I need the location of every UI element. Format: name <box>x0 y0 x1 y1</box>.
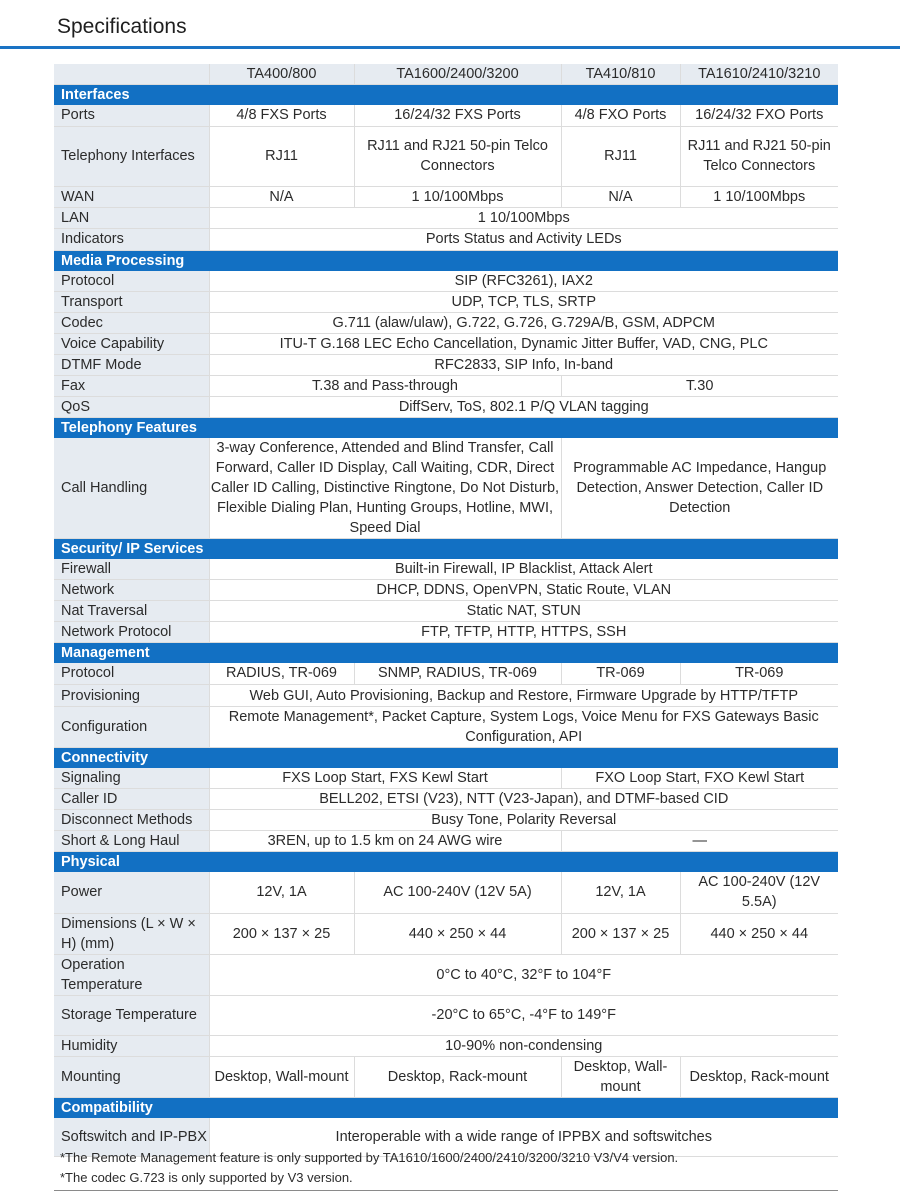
spec-value: 440 × 250 × 44 <box>680 913 838 954</box>
spec-value: 10-90% non-condensing <box>209 1035 838 1056</box>
spec-label: LAN <box>54 207 209 228</box>
spec-label: Telephony Interfaces <box>54 126 209 186</box>
spec-value: AC 100-240V (12V 5.5A) <box>680 872 838 913</box>
spec-value: FXO Loop Start, FXO Kewl Start <box>561 768 838 789</box>
column-header-row <box>54 64 838 85</box>
spec-value: 16/24/32 FXS Ports <box>354 105 561 126</box>
title-divider <box>0 46 900 49</box>
spec-label: Nat Traversal <box>54 600 209 621</box>
spec-value: 16/24/32 FXO Ports <box>680 105 838 126</box>
spec-value: RADIUS, TR-069 <box>209 663 354 685</box>
spec-value: DiffServ, ToS, 802.1 P/Q VLAN tagging <box>209 396 838 417</box>
spec-value: Ports Status and Activity LEDs <box>209 228 838 250</box>
spec-label: Protocol <box>54 663 209 685</box>
spec-value: UDP, TCP, TLS, SRTP <box>209 291 838 312</box>
spec-value: SIP (RFC3261), IAX2 <box>209 271 838 292</box>
spec-row <box>54 228 838 250</box>
section-title: Management <box>54 642 838 663</box>
page-title: Specifications <box>57 15 187 38</box>
spec-row <box>54 810 838 831</box>
spec-row <box>54 621 838 642</box>
spec-label: DTMF Mode <box>54 354 209 375</box>
spec-label: Codec <box>54 312 209 333</box>
spec-row <box>54 954 838 995</box>
spec-label: Call Handling <box>54 438 209 539</box>
spec-value: Interoperable with a wide range of IPPBX and softswitches <box>209 1118 838 1157</box>
spec-label: QoS <box>54 396 209 417</box>
spec-value: N/A <box>561 186 680 207</box>
spec-value: 3REN, up to 1.5 km on 24 AWG wire <box>209 831 561 852</box>
spec-row <box>54 126 838 186</box>
page-header <box>0 0 900 50</box>
spec-row <box>54 1035 838 1056</box>
spec-row <box>54 186 838 207</box>
spec-value: Desktop, Rack-mount <box>680 1056 838 1097</box>
spec-label: Ports <box>54 105 209 126</box>
spec-row <box>54 207 838 228</box>
spec-label: Configuration <box>54 707 209 748</box>
spec-value: N/A <box>209 186 354 207</box>
spec-value: ITU-T G.168 LEC Echo Cancellation, Dynamic Jitter Buffer, VAD, CNG, PLC <box>209 333 838 354</box>
column-header: TA1600/2400/3200 <box>354 64 561 85</box>
spec-label: Provisioning <box>54 685 209 707</box>
section-title: Physical <box>54 852 838 873</box>
section-header-row <box>54 642 838 663</box>
spec-label: Protocol <box>54 271 209 292</box>
spec-row <box>54 872 838 913</box>
spec-label: Disconnect Methods <box>54 810 209 831</box>
spec-label: Dimensions (L × W × H) (mm) <box>54 913 209 954</box>
spec-label: Indicators <box>54 228 209 250</box>
spec-value: Busy Tone, Polarity Reversal <box>209 810 838 831</box>
spec-row <box>54 831 838 852</box>
spec-value: Remote Management*, Packet Capture, System Logs, Voice Menu for FXS Gateways Basic Configuration, API <box>209 707 838 748</box>
section-header-row <box>54 852 838 873</box>
spec-label: Network <box>54 579 209 600</box>
spec-value: TR-069 <box>680 663 838 685</box>
spec-value: 200 × 137 × 25 <box>561 913 680 954</box>
spec-label: Voice Capability <box>54 333 209 354</box>
spec-value: Programmable AC Impedance, Hangup Detection, Answer Detection, Caller ID Detection <box>561 438 838 539</box>
spec-label: Network Protocol <box>54 621 209 642</box>
spec-row <box>54 271 838 292</box>
spec-value: 12V, 1A <box>561 872 680 913</box>
spec-row <box>54 291 838 312</box>
spec-label: Transport <box>54 291 209 312</box>
spec-row <box>54 995 838 1035</box>
section-header-row <box>54 1097 838 1118</box>
footnotes <box>60 1148 678 1188</box>
spec-row <box>54 333 838 354</box>
spec-label: Mounting <box>54 1056 209 1097</box>
spec-row <box>54 663 838 685</box>
spec-value: SNMP, RADIUS, TR-069 <box>354 663 561 685</box>
spec-row <box>54 559 838 580</box>
section-title: Compatibility <box>54 1097 838 1118</box>
spec-row <box>54 789 838 810</box>
spec-value: G.711 (alaw/ulaw), G.722, G.726, G.729A/B, GSM, ADPCM <box>209 312 838 333</box>
spec-label: Signaling <box>54 768 209 789</box>
spec-label: Humidity <box>54 1035 209 1056</box>
spec-row <box>54 375 838 396</box>
spec-value: FXS Loop Start, FXS Kewl Start <box>209 768 561 789</box>
section-title: Media Processing <box>54 250 838 271</box>
section-header-row <box>54 250 838 271</box>
spec-row <box>54 685 838 707</box>
footnote: *The Remote Management feature is only supported by TA1610/1600/2400/2410/3200/3210 V3/V4 version. <box>60 1150 679 1165</box>
spec-label: Fax <box>54 375 209 396</box>
spec-row <box>54 913 838 954</box>
spec-row <box>54 1056 838 1097</box>
spec-value: Web GUI, Auto Provisioning, Backup and Restore, Firmware Upgrade by HTTP/TFTP <box>209 685 838 707</box>
spec-label: WAN <box>54 186 209 207</box>
section-title: Interfaces <box>54 85 838 106</box>
spec-row <box>54 579 838 600</box>
spec-row <box>54 312 838 333</box>
spec-value: 1 10/100Mbps <box>209 207 838 228</box>
spec-label: Softswitch and IP-PBX <box>54 1118 209 1157</box>
section-header-row <box>54 748 838 769</box>
spec-value: 1 10/100Mbps <box>354 186 561 207</box>
spec-value: AC 100-240V (12V 5A) <box>354 872 561 913</box>
spec-value: RFC2833, SIP Info, In-band <box>209 354 838 375</box>
spec-value: 200 × 137 × 25 <box>209 913 354 954</box>
spec-value: Desktop, Wall-mount <box>561 1056 680 1097</box>
spec-value: BELL202, ETSI (V23), NTT (V23-Japan), and DTMF-based CID <box>209 789 838 810</box>
spec-value: 1 10/100Mbps <box>680 186 838 207</box>
section-header-row <box>54 85 838 106</box>
spec-value: RJ11 <box>561 126 680 186</box>
footnote: *The codec G.723 is only supported by V3 version. <box>60 1170 353 1185</box>
spec-value: -20°C to 65°C, -4°F to 149°F <box>209 995 838 1035</box>
spec-value: 3-way Conference, Attended and Blind Transfer, Call Forward, Caller ID Display, Call Waiting, CDR, Direct Caller ID Calling, Distinctive Ringtone, Do Not Disturb, Flexible Dialing Plan, Hunting Groups, Hotline, MWI, Speed Dial <box>209 438 561 539</box>
spec-label: Operation Temperature <box>54 954 209 995</box>
specifications-table <box>54 64 838 1157</box>
spec-value: FTP, TFTP, HTTP, HTTPS, SSH <box>209 621 838 642</box>
spec-value: Static NAT, STUN <box>209 600 838 621</box>
spec-value: Built-in Firewall, IP Blacklist, Attack Alert <box>209 559 838 580</box>
spec-row <box>54 396 838 417</box>
spec-value: T.38 and Pass-through <box>209 375 561 396</box>
section-title: Telephony Features <box>54 417 838 438</box>
header-corner-cell <box>54 64 209 85</box>
spec-value: RJ11 <box>209 126 354 186</box>
spec-value: 4/8 FXO Ports <box>561 105 680 126</box>
spec-row <box>54 438 838 539</box>
spec-row <box>54 354 838 375</box>
section-title: Security/ IP Services <box>54 538 838 559</box>
section-header-row <box>54 417 838 438</box>
spec-label: Caller ID <box>54 789 209 810</box>
spec-value: T.30 <box>561 375 838 396</box>
spec-value: — <box>561 831 838 852</box>
bottom-divider <box>54 1190 838 1191</box>
spec-row <box>54 105 838 126</box>
spec-label: Power <box>54 872 209 913</box>
spec-row <box>54 768 838 789</box>
spec-value: 4/8 FXS Ports <box>209 105 354 126</box>
spec-row <box>54 600 838 621</box>
spec-value: 12V, 1A <box>209 872 354 913</box>
spec-value: RJ11 and RJ21 50-pin Telco Connectors <box>354 126 561 186</box>
spec-value: DHCP, DDNS, OpenVPN, Static Route, VLAN <box>209 579 838 600</box>
column-header: TA400/800 <box>209 64 354 85</box>
spec-value: RJ11 and RJ21 50-pin Telco Connectors <box>680 126 838 186</box>
spec-value: Desktop, Rack-mount <box>354 1056 561 1097</box>
spec-label: Short & Long Haul <box>54 831 209 852</box>
spec-row <box>54 707 838 748</box>
section-title: Connectivity <box>54 748 838 769</box>
spec-value: TR-069 <box>561 663 680 685</box>
spec-label: Storage Temperature <box>54 995 209 1035</box>
column-header: TA1610/2410/3210 <box>680 64 838 85</box>
spec-value: Desktop, Wall-mount <box>209 1056 354 1097</box>
column-header: TA410/810 <box>561 64 680 85</box>
spec-value: 0°C to 40°C, 32°F to 104°F <box>209 954 838 995</box>
spec-label: Firewall <box>54 559 209 580</box>
spec-value: 440 × 250 × 44 <box>354 913 561 954</box>
section-header-row <box>54 538 838 559</box>
